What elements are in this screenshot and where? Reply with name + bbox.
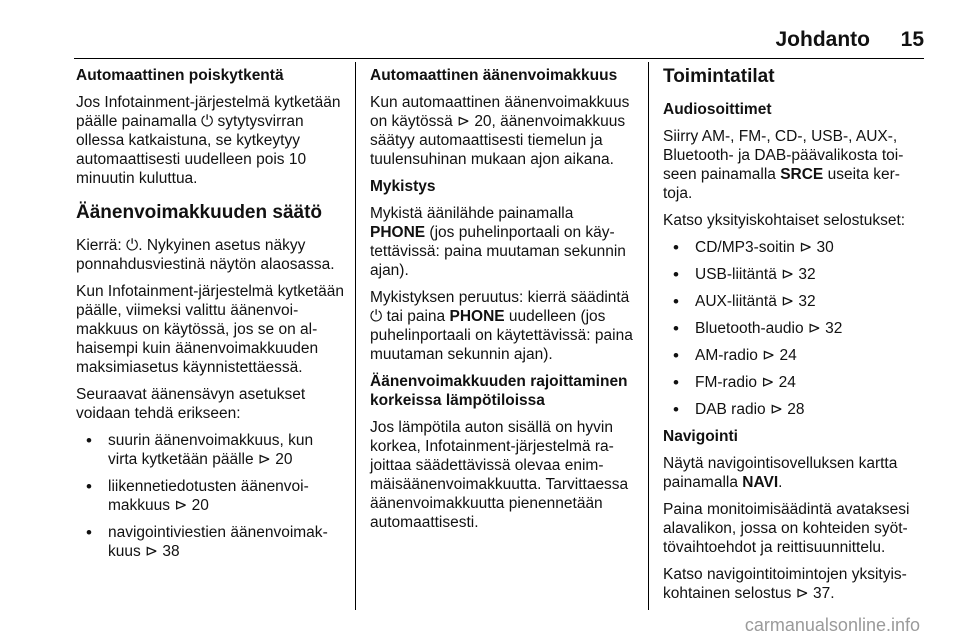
button-name: PHONE: [370, 224, 426, 241]
column-divider: [648, 62, 649, 610]
list-item: • liikennetiedotusten äänenvoimakkuus ⊳ 20: [76, 477, 344, 515]
column-divider: [355, 62, 356, 610]
paragraph: [663, 127, 923, 203]
paragraph: Katso navigointitoimintojen yksityiskohtainen selostus ⊳ 37.: [663, 566, 907, 602]
bullet-list: [663, 238, 923, 419]
button-name: NAVI: [742, 474, 779, 491]
subheading: Automaattinen äänenvoimakkuus: [370, 67, 618, 84]
subheading: Audiosoittimet: [663, 101, 772, 118]
list-item: • CD/MP3-soitin ⊳ 30: [663, 238, 923, 257]
text: Mykistyksen peruutus: kierrä säädintä ⏻ tai paina: [370, 289, 630, 325]
list-item: • AM-radio ⊳ 24: [663, 346, 923, 365]
section-title: Johdanto: [775, 28, 870, 51]
column-1: [76, 66, 344, 569]
text: .: [778, 474, 783, 491]
paragraph: [370, 204, 640, 280]
paragraph: Katso yksityiskohtaiset selostukset:: [663, 212, 906, 229]
text: Näytä navigointisovelluksen kartta painamalla: [663, 455, 898, 491]
button-name: SRCE: [780, 166, 824, 183]
text: useita kertoja.: [663, 166, 900, 202]
column-2: [370, 66, 640, 540]
page-number: 15: [900, 28, 924, 51]
subheading: Automaattinen poiskytkentä: [76, 67, 284, 84]
paragraph: Jos Infotainment-järjestelmä kytketään päälle painamalla ⏻ sytytysvirran ollessa katkaistuna, se kytkeytyy automaattisesti uudelleen pois 10 minuutin kuluttua.: [76, 94, 341, 187]
paragraph: Jos lämpötila auton sisällä on hyvin korkea, Infotainment-järjestelmä rajoittaa säädettävissä olevaa enimmäisäänenvoimakkuutta. Tarvittaessa äänenvoimakkuutta pienennetään automaattisesti.: [370, 419, 629, 531]
paragraph: Paina monitoimisäädintä avataksesi alavalikon, jossa on kohteiden syöttövaihtoehdot ja reittisuunnittelu.: [663, 501, 910, 556]
list-item: • suurin äänenvoimakkuus, kun virta kytketään päälle ⊳ 20: [76, 431, 344, 469]
paragraph: [663, 454, 923, 492]
list-item: • AUX-liitäntä ⊳ 32: [663, 292, 923, 311]
header-rule: [74, 58, 924, 59]
subheading: Mykistys: [370, 178, 436, 195]
subheading: Äänenvoimakkuuden rajoittaminen korkeissa lämpötiloissa: [370, 373, 628, 409]
paragraph: Kun automaattinen äänenvoimakkuus on käytössä ⊳ 20, äänenvoimakkuus säätyy automaattisesti tiemelun ja tuulensuhinan mukaan ajon aikana.: [370, 94, 630, 168]
list-item: • FM-radio ⊳ 24: [663, 373, 923, 392]
text: Siirry AM-, FM-, CD-, USB-, AUX-, Bluetooth- ja DAB-päävalikosta toiseen painamalla: [663, 128, 904, 183]
text: Mykistä äänilähde painamalla: [370, 205, 574, 222]
watermark: carmanualsonline.info: [744, 615, 920, 635]
list-item: • Bluetooth-audio ⊳ 32: [663, 319, 923, 338]
list-item: • USB-liitäntä ⊳ 32: [663, 265, 923, 284]
paragraph: Seuraavat äänensävyn asetukset voidaan tehdä erikseen:: [76, 386, 306, 422]
bullet-list: [76, 431, 344, 561]
paragraph: Kun Infotainment-järjestelmä kytketään päälle, viimeksi valittu äänenvoimakkuus on käytössä, jos se on alhaisempi kuin äänenvoimakkuuden maksimiasetus käynnistettäessä.: [76, 283, 344, 376]
paragraph: Kierrä: ⏻. Nykyinen asetus näkyy ponnahdusviestinä näytön alaosassa.: [76, 237, 335, 273]
button-name: PHONE: [449, 308, 505, 325]
paragraph: [370, 288, 640, 364]
section-heading: Toimintatilat: [663, 66, 775, 87]
column-3: [663, 66, 923, 611]
subheading: Navigointi: [663, 428, 738, 445]
text: (jos puhelinportaali on käytettävissä: paina muutaman sekunnin ajan).: [370, 224, 626, 279]
list-item: • navigointiviestien äänenvoimakkuus ⊳ 38: [76, 523, 344, 561]
text: uudelleen (jos puhelinportaali on käytettävissä: paina muutaman sekunnin ajan).: [370, 308, 633, 363]
section-heading: Äänenvoimakkuuden säätö: [76, 202, 323, 223]
page-header: [0, 22, 960, 62]
list-item: • DAB radio ⊳ 28: [663, 400, 923, 419]
